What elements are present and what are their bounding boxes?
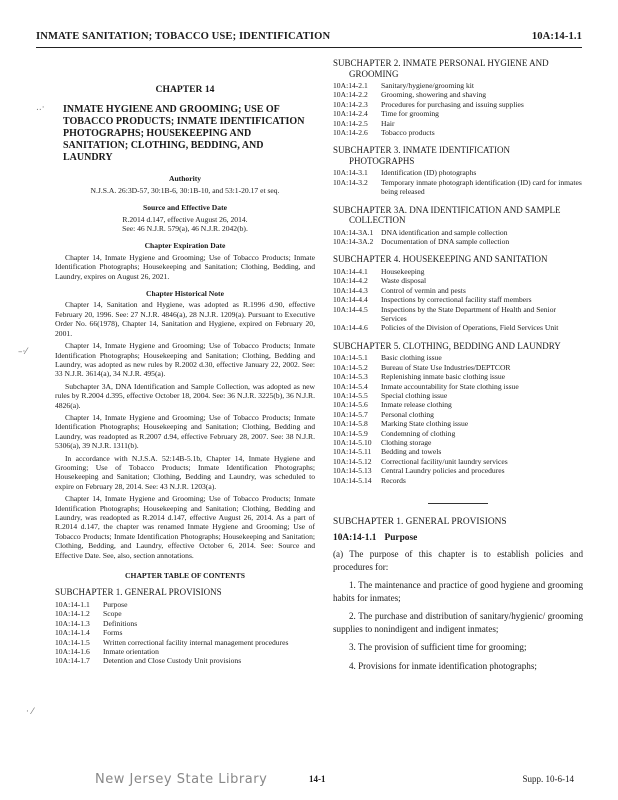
margin-mark: ..· bbox=[36, 103, 45, 113]
expiration-text: Chapter 14, Inmate Hygiene and Grooming; Use of Tobacco Products; Inmate Identification Photographs; Housekeeping and Sanitation; Clothing, Bedding, and Laundry, expires on August 26, 2021. bbox=[55, 252, 315, 281]
toc-entry: 10A:14-4.5 Inspections by the State Department of Health and Senior Services bbox=[333, 304, 557, 323]
subchapter-heading: SUBCHAPTER 3. INMATE IDENTIFICATION PHOTOGRAPHS bbox=[333, 145, 510, 166]
source-line: See: 46 N.J.R. 579(a), 46 N.J.R. 2042(b). bbox=[122, 224, 248, 234]
library-stamp: New Jersey State Library bbox=[95, 772, 268, 787]
toc-entry: 10A:14-2.5 Hair bbox=[333, 118, 395, 128]
margin-mark: · ⁄ bbox=[26, 707, 34, 717]
toc-entry: 10A:14-5.9 Condemning of clothing bbox=[333, 428, 456, 438]
toc-entry: 10A:14-5.13 Central Laundry policies and procedures bbox=[333, 466, 505, 476]
toc-entry: 10A:14-5.5 Special clothing issue bbox=[333, 390, 448, 400]
header-rule bbox=[36, 47, 582, 48]
source-line: R.2014 d.147, effective August 26, 2014. bbox=[122, 214, 248, 224]
margin-mark: –·⁄ bbox=[18, 347, 27, 357]
header-title: INMATE SANITATION; TOBACCO USE; IDENTIFICATION bbox=[36, 31, 331, 42]
toc-entry: 10A:14-5.2 Bureau of State Use Industries/DEPTCOR bbox=[333, 362, 511, 372]
toc-list bbox=[333, 267, 583, 333]
subchapter-heading: SUBCHAPTER 2. INMATE PERSONAL HYGIENE AND GROOMING bbox=[333, 58, 549, 79]
toc-entry: 10A:14-3A.2 Documentation of DNA sample collection bbox=[333, 237, 510, 247]
toc-entry: 10A:14-5.4 Inmate accountability for State clothing issue bbox=[333, 381, 519, 391]
toc-list bbox=[333, 353, 583, 485]
toc-entry: 10A:14-4.6 Policies of the Division of Operations, Field Services Unit bbox=[333, 323, 559, 333]
toc-entry: 10A:14-5.12 Correctional facility/unit laundry services bbox=[333, 456, 508, 466]
authority-heading: Authority bbox=[168, 174, 202, 184]
toc-entry: 10A:14-5.7 Personal clothing bbox=[333, 409, 434, 419]
toc-entry: 10A:14-3A.1 DNA identification and sample collection bbox=[333, 227, 508, 237]
toc-list bbox=[333, 81, 583, 137]
subchapter-heading: SUBCHAPTER 4. HOUSEKEEPING AND SANITATION bbox=[333, 254, 548, 265]
history-paragraph: Subchapter 3A, DNA Identification and Sample Collection, was adopted as new rules by R.2004 d.395, effective October 18, 2004. See: 36 N.J.R. 3225(b), 36 N.J.R. 4826(a). bbox=[55, 381, 315, 410]
history-paragraph: Chapter 14, Inmate Hygiene and Grooming; Use of Tobacco Products; Inmate Identification Photographs; Housekeeping and Sanitation; Clothing, Bedding and Laundry, was adopted as new rules by R.2002 d.30, effective January 22, 2002. See: 33 N.J.R. 3614(a), 34 N.J.R. 495(a). bbox=[55, 341, 315, 379]
left-column bbox=[55, 58, 315, 674]
chapter-number: CHAPTER 14 bbox=[155, 84, 215, 95]
section-paragraph: (a) The purpose of this chapter is to establish policies and procedures for: bbox=[333, 549, 583, 572]
right-column bbox=[333, 58, 583, 678]
subchapter-heading: SUBCHAPTER 1. GENERAL PROVISIONS bbox=[55, 587, 222, 598]
section-paragraph: 4. Provisions for inmate identification photographs; bbox=[349, 660, 537, 671]
toc-entry: 10A:14-5.11 Bedding and towels bbox=[333, 447, 442, 457]
toc-entry: 10A:14-5.3 Replenishing inmate basic clothing issue bbox=[333, 372, 506, 382]
subchapter-heading: SUBCHAPTER 5. CLOTHING, BEDDING AND LAUNDRY bbox=[333, 340, 561, 351]
expiration-heading: Chapter Expiration Date bbox=[144, 241, 226, 251]
toc-entry: 10A:14-1.4 Forms bbox=[55, 628, 123, 638]
toc-entry: 10A:14-2.3 Procedures for purchasing and issuing supplies bbox=[333, 99, 524, 109]
section-divider bbox=[428, 503, 488, 504]
chapter-title: INMATE HYGIENE AND GROOMING; USE OF TOBACCO PRODUCTS; INMATE IDENTIFICATION PHOTOGRAPHS; HOUSEKEEPING AND SANITATION; CLOTHING, BEDDING, AND LAUNDRY bbox=[63, 104, 305, 164]
header-section-number: 10A:14-1.1 bbox=[531, 31, 582, 42]
toc-entry: 10A:14-5.8 Marking State clothing issue bbox=[333, 419, 469, 429]
subchapter-heading: SUBCHAPTER 1. GENERAL PROVISIONS bbox=[333, 517, 507, 527]
history-paragraph: Chapter 14, Inmate Hygiene and Grooming; Use of Tobacco Products; Inmate Identification Photographs; Housekeeping and Sanitation; Clothing, Bedding and Laundry, was readopted as R.2007 d.94, effective February 28, 2007. See: 38 N.J.R. 5306(a), 39 N.J.R. 1311(b). bbox=[55, 412, 315, 451]
history-paragraph: Chapter 14, Inmate Hygiene and Grooming; Use of Tobacco Products; Inmate Identification Photographs; Housekeeping and Sanitation; Clothing, Bedding and Laundry, was readopted as R.2014 d.147, effective August 26, 2014. As a part of R.2014 d.147, the chapter was renamed Inmate Hygiene and Grooming; Use of Tobacco Products; Inmate Identification Photographs; Housekeeping and Sanitation; Clothing, Bedding, and Laundry, effective October 6, 2014. See: Source and Effective Date. See, also, section annotations. bbox=[55, 494, 315, 560]
toc-list bbox=[333, 168, 583, 196]
page-footer bbox=[0, 772, 618, 788]
page-number: 14-1 bbox=[309, 774, 326, 784]
toc-heading: CHAPTER TABLE OF CONTENTS bbox=[125, 571, 245, 581]
history-paragraph: Chapter 14, Sanitation and Hygiene, was adopted as R.1996 d.90, effective February 20, 1996. See: 27 N.J.R. 4846(a), 28 N.J.R. 1209(a). Pursuant to Executive Order No. 66(1978), Chapter 14, Sanitation and Hygiene, expired on February 20, 2001. bbox=[55, 300, 315, 338]
toc-entry: 10A:14-2.6 Tobacco products bbox=[333, 128, 435, 138]
toc-entry: 10A:14-2.4 Time for grooming bbox=[333, 109, 439, 119]
toc-list bbox=[55, 600, 315, 666]
toc-entry: 10A:14-1.2 Scope bbox=[55, 609, 122, 619]
toc-entry: 10A:14-2.2 Grooming, showering and shaving bbox=[333, 90, 487, 100]
toc-entry: 10A:14-1.7 Detention and Close Custody Unit provisions bbox=[55, 656, 242, 666]
toc-entry: 10A:14-1.5 Written correctional facility internal management procedures bbox=[55, 637, 289, 647]
source-heading: Source and Effective Date bbox=[142, 203, 227, 213]
history-paragraph: In accordance with N.J.S.A. 52:14B-5.1b, Chapter 14, Inmate Hygiene and Grooming; Use of Tobacco Products; Inmate Identification Photographs; Housekeeping and Sanitation; Clothing, Bedding and Laundry, was scheduled to expire on February 28, 2014. See: 43 N.J.R. 1203(a). bbox=[55, 453, 315, 491]
running-header bbox=[36, 31, 582, 47]
subchapter-heading: SUBCHAPTER 3A. DNA IDENTIFICATION AND SAMPLE COLLECTION bbox=[333, 204, 561, 226]
toc-entry: 10A:14-5.10 Clothing storage bbox=[333, 437, 432, 447]
toc-entry: 10A:14-5.14 Records bbox=[333, 475, 406, 485]
authority-text: N.J.S.A. 26:3D-57, 30:1B-6, 30:1B-10, and 53:1-20.17 et seq. bbox=[90, 185, 280, 195]
toc-entry: 10A:14-3.1 Identification (ID) photographs bbox=[333, 168, 477, 178]
toc-entry: 10A:14-2.1 Sanitary/hygiene/grooming kit bbox=[333, 81, 475, 90]
toc-entry: 10A:14-4.2 Waste disposal bbox=[333, 276, 427, 286]
section-paragraph: 2. The purchase and distribution of sanitary/hygienic/ grooming supplies to nonindigent and indigent inmates; bbox=[333, 611, 583, 634]
toc-entry: 10A:14-4.3 Control of vermin and pests bbox=[333, 285, 466, 295]
section-heading: 10A:14-1.1 Purpose bbox=[333, 533, 418, 543]
toc-entry: 10A:14-5.6 Inmate release clothing bbox=[333, 400, 452, 410]
section-paragraph: 1. The maintenance and practice of good hygiene and grooming habits for inmates; bbox=[333, 580, 583, 603]
history-heading: Chapter Historical Note bbox=[146, 289, 224, 299]
toc-list bbox=[333, 228, 583, 247]
toc-entry: 10A:14-1.6 Inmate orientation bbox=[55, 646, 159, 656]
toc-entry: 10A:14-1.1 Purpose bbox=[55, 599, 128, 609]
toc-entry: 10A:14-1.3 Definitions bbox=[55, 618, 138, 628]
supplement-date: Supp. 10-6-14 bbox=[522, 774, 574, 784]
toc-entry: 10A:14-4.1 Housekeeping bbox=[333, 266, 425, 276]
section-paragraph: 3. The provision of sufficient time for grooming; bbox=[349, 642, 527, 653]
toc-entry: 10A:14-4.4 Inspections by correctional facility staff members bbox=[333, 295, 532, 305]
toc-entry: 10A:14-5.1 Basic clothing issue bbox=[333, 353, 442, 363]
toc-entry: 10A:14-3.2 Temporary inmate photograph identification (ID) card for inmates being released bbox=[333, 177, 582, 197]
